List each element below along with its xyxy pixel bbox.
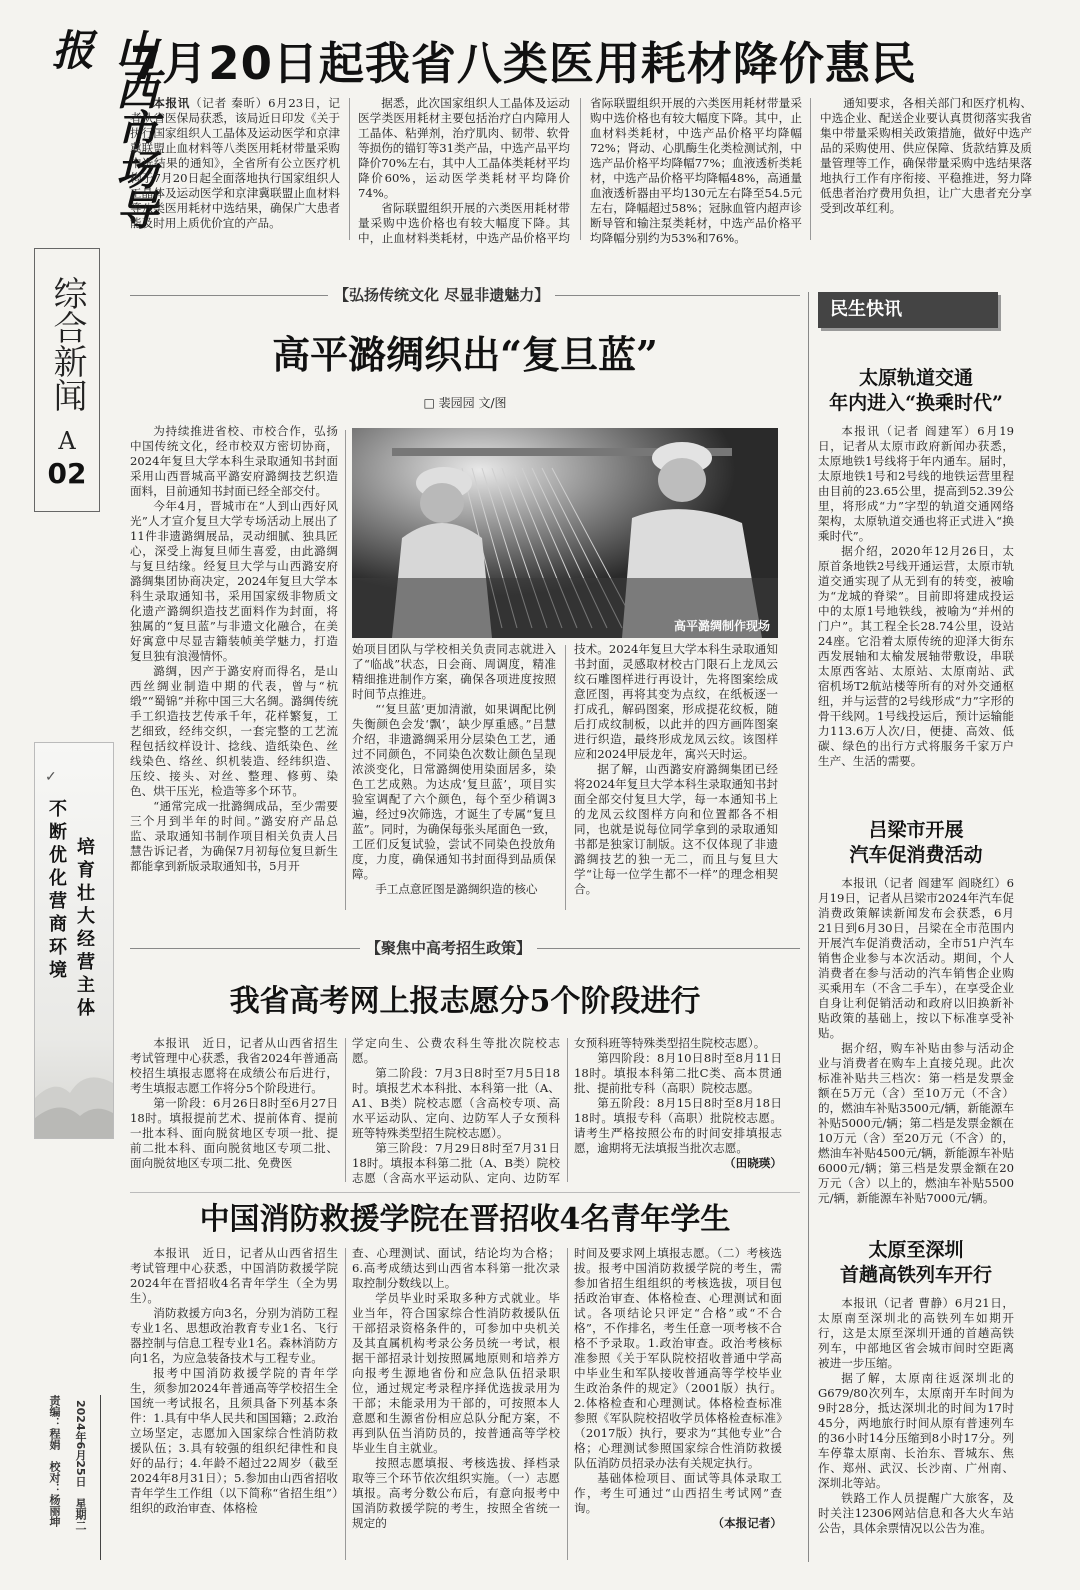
lead-para-2: 据悉，此次国家组织人工晶体及运动医学类医用耗材主要包括治疗白内障用人工晶体、粘弹剂，治疗肌肉、韧带、软骨等损伤的锚钉等31类产品，中选产品平均降价70%左右，其中人工晶体类耗材平均降价60%，运动医学类耗材平均降价74%。 bbox=[358, 96, 570, 200]
fire-divider-2 bbox=[567, 1248, 568, 1560]
silk-title: 高平潞绸织出“复旦蓝” bbox=[272, 332, 658, 377]
lead-para-3a: 省际联盟组织开展的六类医用耗材带量采购中选价格也有较大幅度下降。其中，止血材料类耗材，中选产品价格平均 bbox=[358, 201, 570, 245]
gaokao-para-3: 学定向生、公费农科生等批次院校志愿。 bbox=[352, 1036, 560, 1065]
lead-divider-3 bbox=[810, 98, 811, 240]
lead-divider-1 bbox=[349, 98, 350, 240]
footer-editors: 责编：程娟 校对：杨丽坤 bbox=[48, 1395, 61, 1527]
side-item-1-para-1: 本报讯（记者 阎建军）6月19日，记者从太原市政府新闻办获悉，太原地铁1号线将于年内通车。届时，太原地铁1号和2号线的地铁运营里程由目前的23.65公里，提高到52.39公里，将形成“力”字型的轨道交通网络架构，太原轨道交通也将正式进入“换乘时代”。 bbox=[818, 424, 1014, 543]
footer-date: 2024年6月25日 星期二 bbox=[74, 1400, 87, 1531]
masthead bbox=[38, 28, 159, 238]
lead-para-4: 通知要求，各相关部门和医疗机构、中选企业、配送企业要认真贯彻落实我省集中带量采购相关政策措施，做好中选产品的采购使用、供应保障、货款结算及质量管理等工作，确保带量采购中选结果落地执行工作有序衔接、平稳推进，努力降低患者治疗费用负担，让广大患者充分享受到改革红利。 bbox=[820, 96, 1032, 215]
silk-para-9: 据了解，山西潞安府潞绸集团已经将2024年复旦大学本科生录取通知书封面全部交付复旦大学，每一本通知书上的龙凤云纹图样方向和位置都各不相同，也就是说每位同学拿到的录取通知书都是独家订制版。这不仅体现了非遗潞绸技艺的独一无二，而且与复旦大学“让每一位学生都不一样”的理念相契合。 bbox=[574, 762, 778, 896]
page-number: 02 bbox=[47, 457, 87, 490]
side-item-2-para-1: 本报讯（记者 阎建军 阎晓红）6月19日，记者从吕梁市2024年汽车促消费政策解读新闻发布会获悉，6月21日到6月30日，吕梁在全市范围内开展汽车促消费活动，全市51户汽车销售企业参与本次活动。期间，个人消费者在参与活动的汽车销售企业购买乘用车（不含二手车），在享受企业自身让利促销活动和政府以旧换新补贴政策的基础上，按以下标准享受补贴。 bbox=[818, 876, 1014, 1040]
silk-para-5: 始项目团队与学校相关负责同志就进入了“临战”状态，日会商、周调度，精准精细推进制作方案，确保各项进度按照时间节点推进。 bbox=[352, 642, 556, 701]
gaokao-col-1 bbox=[130, 1036, 338, 1186]
side-item-2-title-1: 吕梁市开展 bbox=[868, 819, 964, 841]
lead-title: 7月20日起我省八类医用耗材降价惠民 bbox=[130, 37, 917, 90]
lead-para-3: 省际联盟组织开展的六类医用耗材带量采购中选价格也有较大幅度下降。其中，止血材料类耗材，中选产品价格平均降幅72%；肾动、心肌酶生化类检测试剂，中选产品价格平均降幅77%；血液透析类耗材，中选产品价格平均降幅48%，高通量血液透析器由平均130元左右降至54.5元左右，降幅超过58%；冠脉血管内超声诊断导管和输注泵类耗材，中选产品价格平均降幅分别约为53%和76%。 bbox=[590, 96, 802, 245]
gaokao-para-4: 第二阶段：7月3日8时至7月5日18时。填报艺术本科批、本科第一批（A、A1、B类）院校志愿（含高校专项、高水平运动队、定向、边防军人子女预科班等特殊类型招生院校志愿）。 bbox=[352, 1066, 560, 1140]
side-item-1-title-1: 太原轨道交通 bbox=[858, 367, 973, 389]
fire-para-6: 按照志愿填报、考核选拔、择档录取等三个环节依次组织实施。（一）志愿填报。高考分数公布后，有意向报考中国消防救援学院的考生，按照全省统一规定的 bbox=[352, 1456, 560, 1530]
fire-col-1 bbox=[130, 1246, 338, 1564]
fire-para-3: 报考中国消防救援学院的青年学生，须参加2024年普通高等学校招生全国统一考试报名，且须具备下列基本条件：1.具有中华人民共和国国籍；2.政治立场坚定，志愿加入国家综合性消防救援队伍；3.具有较强的组织纪律性和良好的品行；4.年龄不超过22周岁（截至2024年8月31日）；5.参加由山西省招收青年学生工作组（以下简称“省招生组”）组织的政治审查、体格检 bbox=[130, 1366, 338, 1515]
side-item-1-para-2: 据介绍，2020年12月26日，太原首条地铁2号线开通运营，太原市轨道交通实现了从无到有的转变，被喻为“龙城的脊梁”。目前即将建成投运中的太原1号地铁线，被喻为“并州的门户”。其工程全长28.74公里，设站24座。它沿着太原传统的迎泽大街东西发展轴和太榆发展轴带敷设，串联太原西客站、太原站、太原南站、武宿机场T2航站楼等所有的对外交通枢纽，并与运营的2号线形成“力”字形的骨干线网。1号线投运后，预计运输能力113.6万人次/日，便捷、高效、低碳、绿色的出行方式将服务千家万户生产、生活的需要。 bbox=[818, 544, 1014, 768]
silk-col-1 bbox=[130, 424, 338, 914]
silk-para-1: 为持续推进省校、市校合作，弘扬中国传统文化，经市校双方密切协商，2024年复旦大学本科生录取通知书封面采用山西晋城高平潞安府潞绸技艺织造面料，目前通知书封面已经全部交付。 bbox=[130, 424, 338, 498]
fire-signature: （本报记者） bbox=[712, 1516, 782, 1530]
gaokao-divider-1 bbox=[345, 1038, 346, 1182]
silk-para-4: “通常完成一批潞绸成品，至少需要三个月到半年的时间。”潞安府产品总监、录取通知书制作项目相关负责人吕慧告诉记者，为确保7月初每位复旦新生都能拿到新版录取通知书，5月开 bbox=[130, 799, 338, 873]
sidebar-header bbox=[818, 292, 998, 328]
lead-col-1 bbox=[130, 96, 340, 246]
lead-para-1: 本报讯（记者 秦昕）6月23日，记者从省医保局获悉，该局近日印发《关于执行国家组织人工晶体及运动医学和京津冀联盟止血材料等八类医用耗材带量采购中选结果的通知》，全省所有公立医疗机构于7月20日起全面落地执行国家组织人工晶体及运动医学和京津冀联盟止血材料等八类医用耗材中选结果，确保广大患者能及时用上质优价宜的产品。 bbox=[130, 96, 340, 230]
footer-divider bbox=[100, 1395, 101, 1560]
side-item-3-title-2: 首趟高铁列车开行 bbox=[839, 1264, 992, 1286]
side-item-3-para-2: 据了解，太原南往返深圳北的G679/80次列车，太原南开车时间为9时28分，抵达深圳北的时间为17时45分，两地旅行时间从原有普速列车的36小时14分压缩到8小时17分。列车停靠太原南、长治东、晋城东、焦作、郑州、武汉、长沙南、广州南、深圳北等站。 bbox=[818, 1371, 1014, 1490]
gaokao-para-2: 第一阶段：6月26日8时至6月27日18时。填报提前艺术、提前体育、提前一批本科、面向脱贫地区专项一批、提前二批本科、面向脱贫地区专项二批、面向脱贫地区专项二批、免费医 bbox=[130, 1096, 338, 1170]
gaokao-col-3 bbox=[574, 1036, 782, 1186]
fire-para-5: 学员毕业时采取多种方式就业。毕业当年，符合国家综合性消防救援队伍干部招录资格条件的，可参加中央机关及其直属机构考录公务员统一考试，根据干部招录计划按照属地原则和培养方向报考生源地省份和应急队伍招录职位，通过规定考录程序择优选拔录用为干部；未能录用为干部的，可按照本人意愿和生源省份相应总队分配方案，不再到队伍当消防员的，按普通高等学校毕业生自主就业。 bbox=[352, 1291, 560, 1455]
silk-photo bbox=[352, 428, 778, 638]
silk-para-3: 潞绸，因产于潞安府而得名，是山西丝绸业制造中期的代表，曾与“杭缎”“蜀锦”并称中国三大名绸。潞绸传统手工织造技艺传承千年，花样繁复，工艺细致，经纬交织，一套完整的工艺流程包括纹样设计、捻线、造纸染色、丝线染色、络丝、织机装造、经纬织造、压绞、接头、对丝、整理、修剪、染色、烘干压光，检造等多个环节。 bbox=[130, 664, 338, 798]
slogan-box bbox=[34, 742, 114, 1139]
side-item-3-body bbox=[818, 1296, 1014, 1564]
fire-para-8: 基础体检项目、面试等具体录取工作，考生可通过“山西招生考试网”查询。 bbox=[574, 1471, 782, 1515]
silk-para-2: 今年4月，晋城市在“人到山西好风光”人才宣介复旦大学专场活动上展出了11件非遗潞绸展品，灵动细腻、独具匠心，深受上海复旦师生喜爱，由此潞绸与复旦结缘。经复旦大学与山西潞安府潞绸集团协商决定，2024年复旦大学本科生录取通知书，采用国家级非物质文化遗产潞绸织造技艺面料作为封面，将独属的“复旦蓝”与非遗文化融合，在美好寓意中尽显吉籍装帧美学魅力，打造复旦独有浪漫情怀。 bbox=[130, 499, 338, 663]
fire-col-2 bbox=[352, 1246, 560, 1564]
gaokao-para-6: 女预科班等特殊类型招生院校志愿）。 bbox=[574, 1036, 766, 1050]
side-item-3-title-1: 太原至深圳 bbox=[868, 1239, 964, 1261]
slogan-line-1: 不断优化营商环境 bbox=[46, 799, 67, 983]
gaokao-title: 我省高考网上报志愿分5个阶段进行 bbox=[229, 984, 701, 1019]
side-item-1 bbox=[818, 366, 1014, 794]
lead-byline: 本报讯 bbox=[153, 96, 191, 110]
section-title: 综合新闻 bbox=[47, 276, 87, 412]
silk-divider-1 bbox=[345, 430, 346, 910]
sidebar-header-label: 民生快讯 bbox=[830, 299, 902, 320]
gaokao-signature: （田晓瑛） bbox=[724, 1156, 782, 1170]
side-item-1-body bbox=[818, 424, 1014, 794]
gaokao-divider-2 bbox=[567, 1038, 568, 1182]
fire-rule bbox=[130, 1192, 800, 1193]
section-label-1: 【弘扬传统文化 尽显非遗魅力】 bbox=[328, 284, 555, 305]
fire-title: 中国消防救援学院在晋招收4名青年学生 bbox=[199, 1202, 731, 1237]
sidebar-rule bbox=[808, 292, 809, 1562]
side-item-2-title-2: 汽车促消费活动 bbox=[849, 844, 983, 866]
bird-icon: ✓ bbox=[45, 769, 57, 785]
side-item-3-para-3: 铁路工作人员提醒广大旅客，及时关注12306网站信息和各大火车站公告，具体余票情况以公告为准。 bbox=[818, 1491, 1014, 1535]
fire-divider-1 bbox=[345, 1248, 346, 1560]
gaokao-para-1: 本报讯 近日，记者从山西省招生考试管理中心获悉，我省2024年普通高校招生填报志愿将在成绩公布后进行，考生填报志愿工作将分5个阶段进行。 bbox=[130, 1036, 338, 1095]
gaokao-para-8: 第五阶段：8月15日8时至8月18日18时。填报专科（高职）批院校志愿。请考生严格按照公布的时间安排填报志愿，逾期将无法填报当批次志愿。 bbox=[574, 1096, 782, 1155]
fire-para-7: 时间及要求网上填报志愿。（二）考核选拔。报考中国消防救援学院的考生，需参加省招生组组织的考核选拔，项目包括政治审查、体格检查、心理测试和面试。各项结论只评定“合格”或“不合格”，不作排名，考生任意一项考核不合格不予录取。1.政治审查。政治考核标准参照《关于军队院校招收普通中学高中毕业生和军队接收普通高等学校毕业生政治条件的规定》（2001版）执行。2.体格检查和心理测试。体格检查标准参照《军队院校招收学员体格检查标准》（2017版）执行，要求为“其他专业”合格；心理测试参照国家综合性消防救援队伍消防员招录办法有关规定执行。 bbox=[574, 1246, 782, 1470]
lead-col-3 bbox=[590, 96, 802, 246]
weaving-scene bbox=[352, 428, 778, 638]
silk-para-8: 技术。2024年复旦大学本科生录取通知书封面，灵感取材校古门限石上龙凤云纹石雕图样进行再设计，先将图案绘成意匠图，再将其变为点纹，在纸板逐一打成孔，解码图案，形成提花纹板，随后打成纹制板，以此并的四方画阵图案进行织造，最终形成龙凤云纹。该图样应和2024甲辰龙年，寓兴天时运。 bbox=[574, 642, 778, 761]
side-item-3-para-1: 本报讯（记者 曹静）6月21日，太原南至深圳北的高铁列车如期开行，这是太原至深圳开通的首趟高铁列车，中部地区省会城市间时空距离被进一步压缩。 bbox=[818, 1296, 1014, 1370]
section-box bbox=[34, 248, 100, 512]
lead-divider-2 bbox=[580, 98, 581, 240]
fire-para-2: 消防救援方向3名，分别为消防工程专业1名、思想政治教育专业1名、飞行器控制与信息工程专业1名。森林消防方向1名，为应急装备技术与工程专业。 bbox=[130, 1306, 338, 1365]
side-item-2-body bbox=[818, 876, 1014, 1231]
silk-para-6: “‘复旦蓝’更加清澈，如果调配比例失衡颜色会发‘飘’，缺少厚重感。”吕慧介绍，非遗潞绸采用分层染色工艺，通过不同颜色，不同染色次数让颜色呈现浓淡变化，日常潞绸使用染面居多，染色工艺成熟。为达成‘复旦蓝’，项目实验室调配了六个颜色，每个至少稍调3遍，经过9次筛选，才诞生了专属“复旦蓝”。同时，为确保每张头尾面色一致，工匠们反复试验，尝试不同染色投放角度，力度，确保通知书封面得到品质保障。 bbox=[352, 702, 556, 881]
mountain-illustration bbox=[35, 1028, 113, 1138]
silk-byline: □ 裴园园 文/图 bbox=[423, 396, 507, 410]
fire-col-3 bbox=[574, 1246, 782, 1564]
lead-col-4 bbox=[820, 96, 1032, 246]
side-item-3 bbox=[818, 1238, 1014, 1564]
photo-caption: 高平潞绸制作现场 bbox=[673, 619, 770, 633]
fire-para-4: 查、心理测试、面试，结论均为合格；6.高考成绩达到山西省本科第一批次录取控制分数线以上。 bbox=[352, 1246, 560, 1290]
lead-col-2 bbox=[358, 96, 570, 246]
gaokao-col-2 bbox=[352, 1036, 560, 1186]
gaokao-para-7: 第四阶段：8月10日8时至8月11日18时。填报本科第二批C类、高本贯通批、提前批专科（高职）院校志愿。 bbox=[574, 1051, 782, 1095]
silk-divider-2 bbox=[565, 645, 566, 910]
silk-col-2 bbox=[352, 642, 556, 914]
silk-col-3 bbox=[574, 642, 778, 914]
slogan-line-2: 培育壮大经营主体 bbox=[74, 837, 95, 1021]
masthead-name: 山西市场导报 bbox=[46, 28, 159, 228]
side-item-2 bbox=[818, 818, 1014, 1231]
gaokao-para-5: 第三阶段：7月29日8时至7月31日18时。填报本科第二批（A、B类）院校志愿（含高水平运动队、定向、边防军 bbox=[352, 1141, 560, 1185]
side-item-2-para-2: 据介绍，购车补贴由参与活动企业与消费者在购车上直接兑现。此次标准补贴共三档次：第一档是发票金额在5万元（含）至10万元（不含）的，燃油车补贴3500元/辆，新能源车补贴5000元/辆；第二档是发票金额在10万元（含）至20万元（不含）的，燃油车补贴4500元/辆，新能源车补贴6000元/辆；第三档是发票金额在20万元（含）以上的，燃油车补贴5500元/辆，新能源车补贴7000元/辆。 bbox=[818, 1041, 1014, 1205]
silk-para-7: 手工点意匠图是潞绸织造的核心 bbox=[375, 882, 538, 896]
page-letter: A bbox=[58, 427, 76, 455]
side-item-1-title-2: 年内进入“换乘时代” bbox=[829, 392, 1003, 414]
section-label-2: 【聚焦中高考招生政策】 bbox=[360, 937, 537, 958]
fire-para-1: 本报讯 近日，记者从山西省招生考试管理中心获悉，中国消防救援学院2024年在晋招收4名青年学生（全为男生）。 bbox=[130, 1246, 338, 1305]
